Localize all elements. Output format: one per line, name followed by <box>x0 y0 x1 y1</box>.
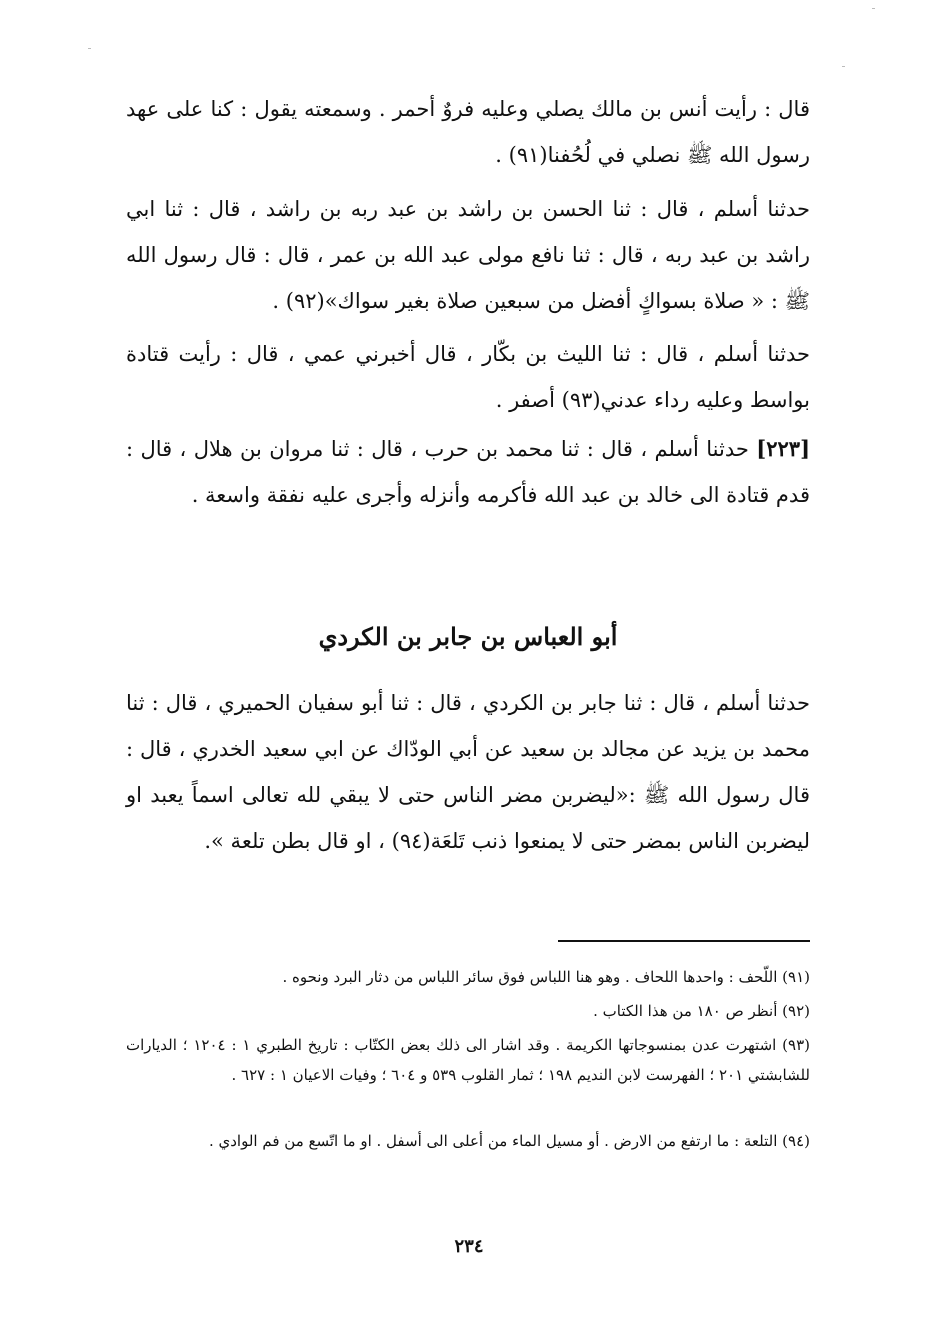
paragraph-text: حدثنا أسلم ، قال : ثنا جابر بن الكردي ، قال : ثنا أبو سفيان الحميري ، قال : ثنا محمد بن يزيد عن مجالد بن سعيد عن أبي الودّاك عن ابي سعيد الخدري ، قال : قال رسول الله ﷺ :«ليضربن مضر الناس حتى لا يبقي لله تعالى اسماً يعبد او ليضربن الناس بمضر حتى لا يمنعوا ذنب تَلعَة(٩٤) ، او قال بطن تلعة ». <box>126 691 810 853</box>
footnote-divider <box>558 940 810 942</box>
scan-speck <box>842 66 845 67</box>
body-paragraph-4 <box>126 426 810 518</box>
hadith-number: [٢٢٣] <box>756 436 810 461</box>
paragraph-text: حدثنا أسلم ، قال : ثنا الليث بن بكّار ، قال أخبرني عمي ، قال : رأيت قتادة بواسط وعليه رداء عدني(٩٣) أصفر . <box>126 342 810 412</box>
scan-speck <box>88 48 91 49</box>
footnote-91: (٩١) اللّحف : واحدها اللحاف . وهو هنا اللباس فوق سائر اللباس من دثار البرد ونحوه . <box>282 968 810 986</box>
paragraph-text: حدثنا أسلم ، قال : ثنا محمد بن حرب ، قال : ثنا مروان بن هلال ، قال : قدم قتادة الى خالد بن عبد الله فأكرمه وأنزله وأجرى عليه نفقة واسعة . <box>126 437 810 507</box>
body-paragraph-2 <box>126 186 810 324</box>
footnote-94: (٩٤) التلعة : ما ارتفع من الارض . أو مسيل الماء من أعلى الى أسفل . او ما اتّسع من فم الوادي . <box>208 1132 810 1150</box>
scan-speck <box>872 8 875 9</box>
section-paragraph <box>126 680 810 864</box>
footnote-92: (٩٢) أنظر ص ١٨٠ من هذا الكتاب . <box>593 1002 810 1020</box>
page-number: ٢٣٤ <box>454 1236 484 1257</box>
body-paragraph-1 <box>126 86 810 178</box>
paragraph-text: قال : رأيت أنس بن مالك يصلي وعليه فروٌ أحمر . وسمعته يقول : كنا على عهد رسول الله ﷺ نصلي في لُحُفنا(٩١) . <box>126 97 810 167</box>
body-paragraph-3 <box>126 331 810 423</box>
paragraph-text: حدثنا أسلم ، قال : ثنا الحسن بن راشد بن عبد ربه بن راشد ، قال : ثنا ابي راشد بن عبد ربه ، قال : ثنا نافع مولى عبد الله بن عمر ، قال : قال رسول الله ﷺ : « صلاة بسواكٍ أفضل من سبعين صلاة بغير سواك»(٩٢) . <box>126 197 810 313</box>
footnote-93: (٩٣) اشتهرت عدن بمنسوجاتها الكريمة . وقد اشار الى ذلك بعض الكتّاب : تاريخ الطبري ١ : ١٢٠٤ ؛ الديارات للشابشتي ٢٠١ ؛ الفهرست لابن النديم ١٩٨ ؛ ثمار القلوب ٥٣٩ و ٦٠٤ ؛ وفيات الاعيان ١ : ٦٢٧ . <box>126 1036 810 1084</box>
section-heading: أبو العباس بن جابر بن الكردي <box>318 622 618 651</box>
